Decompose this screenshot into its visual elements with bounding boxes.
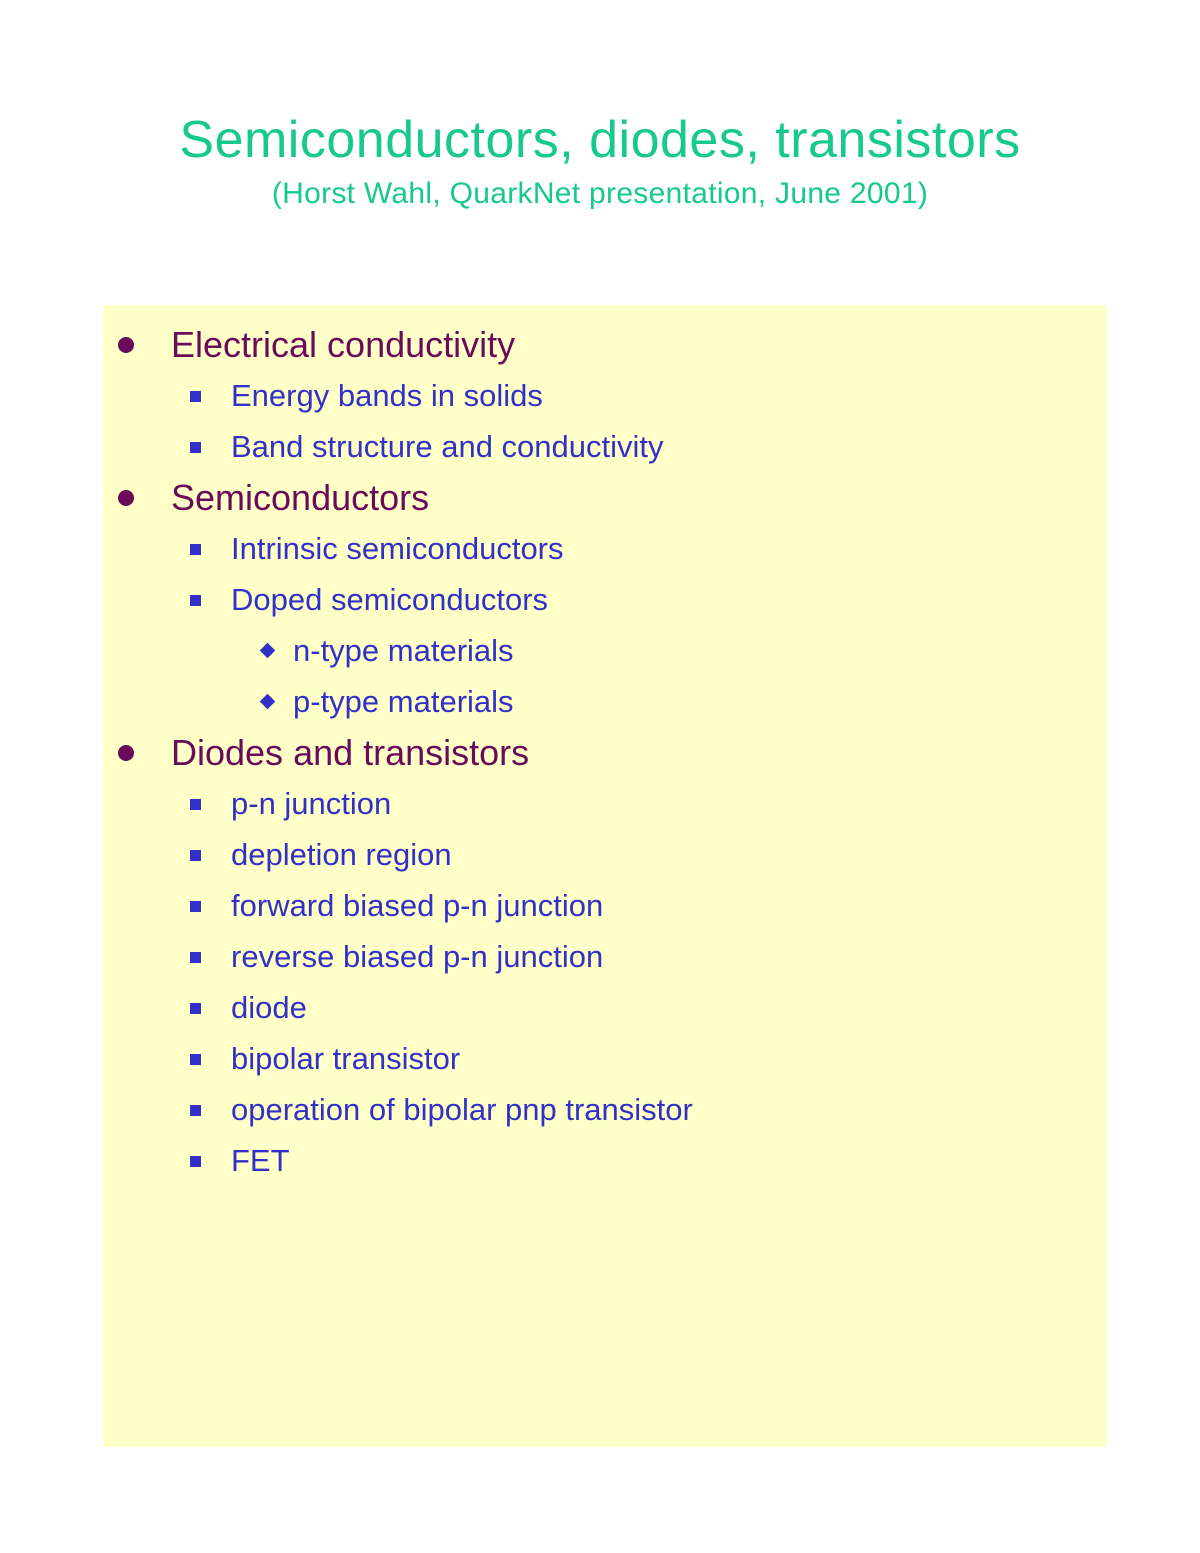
square-bullet-icon (190, 1105, 201, 1116)
square-bullet-icon (190, 544, 201, 555)
square-bullet-icon (190, 595, 201, 606)
item-label: diode (231, 990, 307, 1025)
square-bullet-icon (190, 1156, 201, 1167)
section-label: Diodes and transistors (171, 732, 530, 773)
round-bullet-icon (118, 745, 134, 761)
section-label: Semiconductors (171, 477, 430, 518)
item-label: operation of bipolar pnp transistor (231, 1092, 693, 1127)
square-bullet-icon (190, 799, 201, 810)
outline-item (103, 1135, 1107, 1186)
section-semiconductors (103, 472, 1107, 523)
square-bullet-icon (190, 442, 201, 453)
square-bullet-icon (190, 391, 201, 402)
section-diodes-and-transistors (103, 727, 1107, 778)
outline-panel (103, 305, 1107, 1447)
outline-item (103, 370, 1107, 421)
outline-item (103, 829, 1107, 880)
outline-item (103, 574, 1107, 625)
item-label: Intrinsic semiconductors (231, 531, 564, 566)
section-label: Electrical conductivity (171, 324, 516, 365)
item-label: bipolar transistor (231, 1041, 461, 1076)
diamond-bullet-icon (260, 643, 276, 659)
outline-item (103, 982, 1107, 1033)
outline-item (103, 778, 1107, 829)
round-bullet-icon (118, 337, 134, 353)
outline-item (103, 1084, 1107, 1135)
section-electrical-conductivity (103, 319, 1107, 370)
item-label: forward biased p-n junction (231, 888, 604, 923)
outline-item (103, 421, 1107, 472)
square-bullet-icon (190, 850, 201, 861)
item-label: Energy bands in solids (231, 378, 543, 413)
square-bullet-icon (190, 952, 201, 963)
square-bullet-icon (190, 1054, 201, 1065)
item-label: reverse biased p-n junction (231, 939, 604, 974)
item-label: FET (231, 1143, 290, 1178)
diamond-bullet-icon (260, 694, 276, 710)
page-subtitle: (Horst Wahl, QuarkNet presentation, June 2001) (271, 177, 929, 210)
subitem-label: n-type materials (293, 633, 514, 668)
outline-item (103, 880, 1107, 931)
outline-subitem (103, 625, 1107, 676)
topic-outline (103, 319, 1107, 1186)
page-title: Semiconductors, diodes, transistors (179, 111, 1021, 169)
item-label: p-n junction (231, 786, 392, 821)
outline-item (103, 523, 1107, 574)
outline-subitem (103, 676, 1107, 727)
square-bullet-icon (190, 1003, 201, 1014)
item-label: depletion region (231, 837, 452, 872)
round-bullet-icon (118, 490, 134, 506)
item-label: Band structure and conductivity (231, 429, 664, 464)
subitem-label: p-type materials (293, 684, 514, 719)
square-bullet-icon (190, 901, 201, 912)
outline-item (103, 1033, 1107, 1084)
item-label: Doped semiconductors (231, 582, 549, 617)
outline-item (103, 931, 1107, 982)
